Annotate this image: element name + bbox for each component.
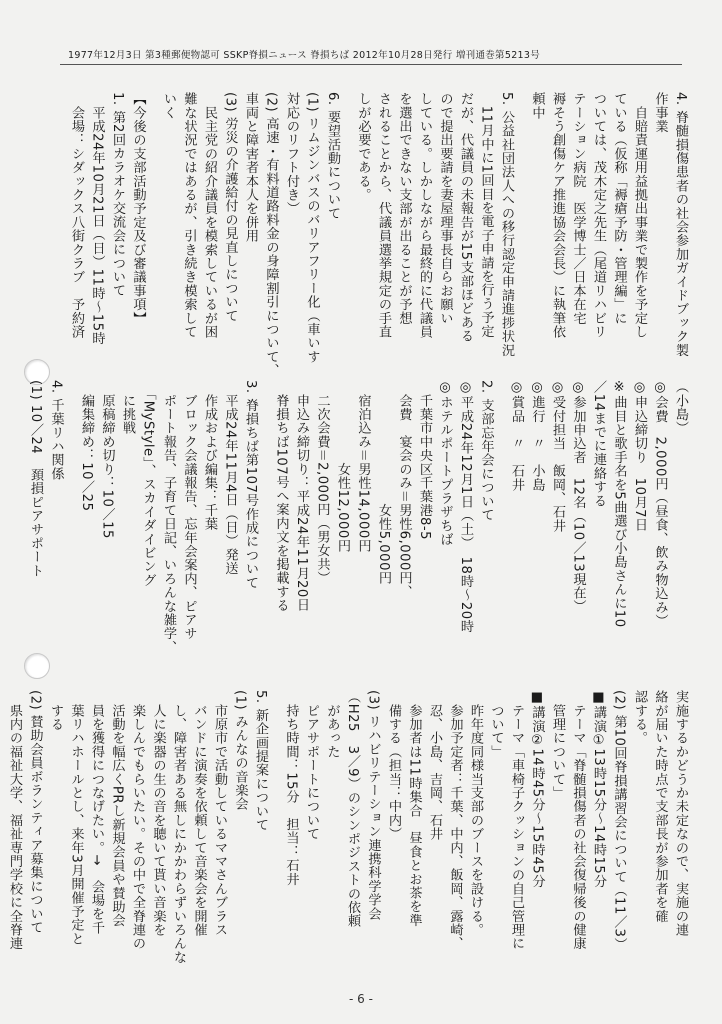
band-b-line: ブロック会議報告、忘年会案内、ピアサ: [181, 380, 197, 641]
band-a-line: 頼中: [529, 92, 545, 120]
header-rule: [60, 64, 682, 65]
band-b-line: [66, 380, 76, 665]
band-b-line: (1) 10／24 頚損ピアサポート: [28, 380, 43, 578]
text-band-bottom: [7, 690, 690, 975]
band-c-line: バンドに演奏を依頼して音楽会を開催: [191, 690, 207, 937]
band-c-line: 員を獲得につなげたい。→ 会場を千: [89, 690, 104, 935]
band-a-line: いく: [161, 92, 176, 120]
band-c-line: (1) みんなの音楽会: [232, 690, 248, 811]
band-b-line: ／14までに連絡する: [591, 380, 606, 508]
band-a-line: 平成24年10月21日（日）11時～15時: [89, 92, 105, 346]
band-c-line: ついて」: [488, 690, 504, 759]
band-c-line: 参加予定者：千葉、中内、飯岡、露崎、: [447, 690, 463, 951]
band-a-line: ている（仮称「褥瘡予防・管理編」に: [611, 92, 627, 325]
band-c-line: (2) 第10回脊損講習会について（11／3）: [611, 690, 627, 952]
band-c-line: ピアサポートについて: [304, 690, 319, 841]
band-c-line: 持ち時間：15分 担当：石井: [283, 690, 299, 886]
band-a-line: しが必要である。: [355, 92, 371, 202]
band-c-line: テーマ「車椅子クッションの自己管理に: [509, 690, 524, 951]
band-b-line: （小島）: [673, 380, 688, 435]
band-c-line: 認する。: [632, 690, 647, 745]
band-c-line: 県内の福祉大学、福祉専門学校に全脊連: [7, 690, 22, 951]
band-c-line: 5. 新企画提案について: [253, 690, 268, 832]
band-b-line: ◎賞品 〃 石井: [509, 380, 524, 492]
band-a-line: を選出できない支部が出ることが予想: [396, 92, 412, 325]
band-a-line: している。しかしながら最終的に代議員: [417, 92, 432, 339]
band-a-line: (2) 高速・有料道路料金の身障割引について、: [263, 92, 279, 378]
band-b-line: 作成および編集：千葉: [202, 380, 217, 531]
text-band-middle: [28, 380, 690, 665]
band-c-line: （H25 3／9）のシンポジストの依頼: [345, 690, 360, 928]
band-a-line: ついては、茂木定之先生（尾道リハビリ: [591, 92, 606, 339]
band-b-line: [496, 380, 506, 665]
band-c-line: 活動を幅広くPRし新規会員や賛助会: [109, 690, 125, 928]
band-a-line: 1. 第2回カラオケ交流会について: [110, 92, 125, 298]
band-b-line: 編集締め：10／25: [79, 380, 94, 512]
band-b-line: 二次会費＝2,000円（男女共）: [314, 380, 330, 585]
band-a-line: 作事業: [652, 92, 668, 134]
band-a-line: (3) 労災の介護給付の見直しについて: [222, 92, 238, 323]
band-a-line: 4. 脊髄損傷患者の社会参加ガイドブック製: [673, 92, 688, 357]
band-c-line: 実施するかどうか未定なので、実施の連: [673, 690, 688, 937]
band-c-line: (3) リハビリテーション連携科学学会: [365, 690, 381, 921]
band-b-line: 2. 支部忘年会について: [478, 380, 494, 522]
band-c-line: 葉リハホールとし、来年3月開催予定と: [68, 690, 84, 946]
band-a-line: 難な状況ではあるが、引き続き模索して: [181, 92, 197, 339]
band-a-line: (1) リムジンバスのバリアフリー化（車いす: [304, 92, 320, 364]
band-b-line: 会費 宴会のみ＝男性6,000円、: [396, 380, 412, 599]
band-a-line: だが、代議員の未報告が15支部ほどある: [458, 92, 473, 343]
band-b-line: に挑戦: [120, 380, 135, 435]
band-b-line: ◎参加申込者 12名（10／13現在）: [570, 380, 586, 614]
band-b-line: 女性12,000円: [335, 380, 350, 553]
band-a-line: 車両と障害者本人を併用: [243, 92, 258, 243]
band-c-line: [270, 690, 280, 975]
band-c-line: 忍、小島、吉岡、石井: [427, 690, 442, 841]
band-c-line: する: [48, 690, 63, 732]
band-c-line: ■講演①13時15分～14時15分: [591, 690, 606, 889]
band-a-line: されることから、代議員選挙規定の手直: [376, 92, 391, 339]
band-a-line: [342, 92, 352, 377]
band-c-line: テーマ「脊髄損傷者の社会復帰後の健康: [570, 690, 586, 951]
band-a-line: [516, 92, 526, 377]
band-c-line: 人に楽器の生の音を聴いて貰い音楽を: [150, 690, 166, 937]
band-b-line: 女性5,000円: [376, 380, 391, 585]
band-b-line: ポート報告、子育て日記、いろんな雑学、: [161, 380, 176, 654]
band-a-line: 対応のリフト付き）: [284, 92, 299, 216]
band-b-line: ◎会費 2,000円（昼食、飲み物込み）: [652, 380, 668, 628]
band-a-line: 11月中に1回目を電子申請を行う予定: [478, 92, 494, 338]
band-c-line: (2) 賛助会員ボランティア募集について: [27, 690, 43, 935]
band-b-line: ◎受付担当 飯岡、石井: [550, 380, 565, 533]
band-c-line: 市原市で活動しているママさんブラス: [212, 690, 227, 937]
band-b-line: 原稿締め切り：10／15: [99, 380, 115, 539]
band-b-line: ◎進行 〃 小島: [529, 380, 545, 492]
band-c-line: ■講演②14時45分～15時45分: [529, 690, 545, 889]
band-b-line: 申込み締切り：平成24年11月20日: [294, 380, 309, 612]
page-number: - 6 -: [349, 992, 373, 1006]
text-band-top: [70, 92, 690, 377]
band-b-line: 平成24年11月4日（日）発送: [222, 380, 238, 576]
band-a-line: 6. 要望活動について: [325, 92, 340, 220]
band-b-line: ◎申込締切り 10月7日: [632, 380, 647, 532]
band-b-line: ※曲目と歌手名を5曲選び小島さんに10: [611, 380, 627, 628]
band-c-line: 楽しんでもらいたい。その中で全脊連の: [130, 690, 145, 951]
band-c-line: 管理について」: [550, 690, 565, 800]
band-b-line: 千葉市中央区千葉港8-5: [417, 380, 432, 541]
band-a-line: 会場：シダックス八街クラブ 予約済: [69, 92, 84, 339]
band-b-line: ◎ホテルポートプラザちば: [437, 380, 453, 547]
band-a-line: 5. 公益社団法人への移行認定申請進捗状況: [499, 92, 514, 357]
band-c-line: 絡が届いた時点で支部長が参加者を確: [652, 690, 668, 923]
band-a-line: 【今後の支部活動予定及び審議事項】: [130, 92, 146, 325]
page-header: 1977年12月3日 第3種郵便物認可 SSKP脊損ニュース 脊損ちば 2012年10月28日発行 増刊通巻第5213号: [68, 50, 541, 61]
band-b-line: [260, 380, 270, 665]
band-a-line: 自賠責運用益拠出事業で製作を予定し: [632, 92, 647, 339]
band-b-line: ◎平成24年12月1日（土） 18時～20時: [458, 380, 473, 634]
band-c-line: 昨年度同様当支部のブースを設ける。: [468, 690, 483, 937]
band-b-line: 「MyStyle」、スカイダイビング: [140, 380, 156, 588]
band-c-line: があった: [324, 690, 340, 759]
band-a-line: テーション病院 医学博士／日本在宅: [570, 92, 586, 325]
band-c-line: し、障害者ある無しにかかわらずいろんな: [171, 690, 186, 964]
band-a-line: ので提出要請を妻屋理事長自らお願い: [437, 92, 453, 325]
band-c-line: 参加者は11時集合 昼食とお茶を準: [406, 690, 422, 927]
band-c-line: 備する（担当：中内）: [386, 690, 401, 841]
band-b-line: 脊損ちば107号へ案内文を掲載する: [273, 380, 289, 613]
band-b-line: 宿泊込み＝男性14,000円: [355, 380, 371, 553]
band-b-line: 3. 脊損ちば第107号作成について: [243, 380, 258, 590]
band-a-line: 民主党の紹介議員を模索しているが困: [202, 92, 217, 339]
band-a-line: [148, 92, 158, 377]
band-b-line: 4. 千葉リハ関係: [48, 380, 64, 481]
band-a-line: 褥そう創傷ケア推進協会会長）に執筆依: [550, 92, 565, 339]
